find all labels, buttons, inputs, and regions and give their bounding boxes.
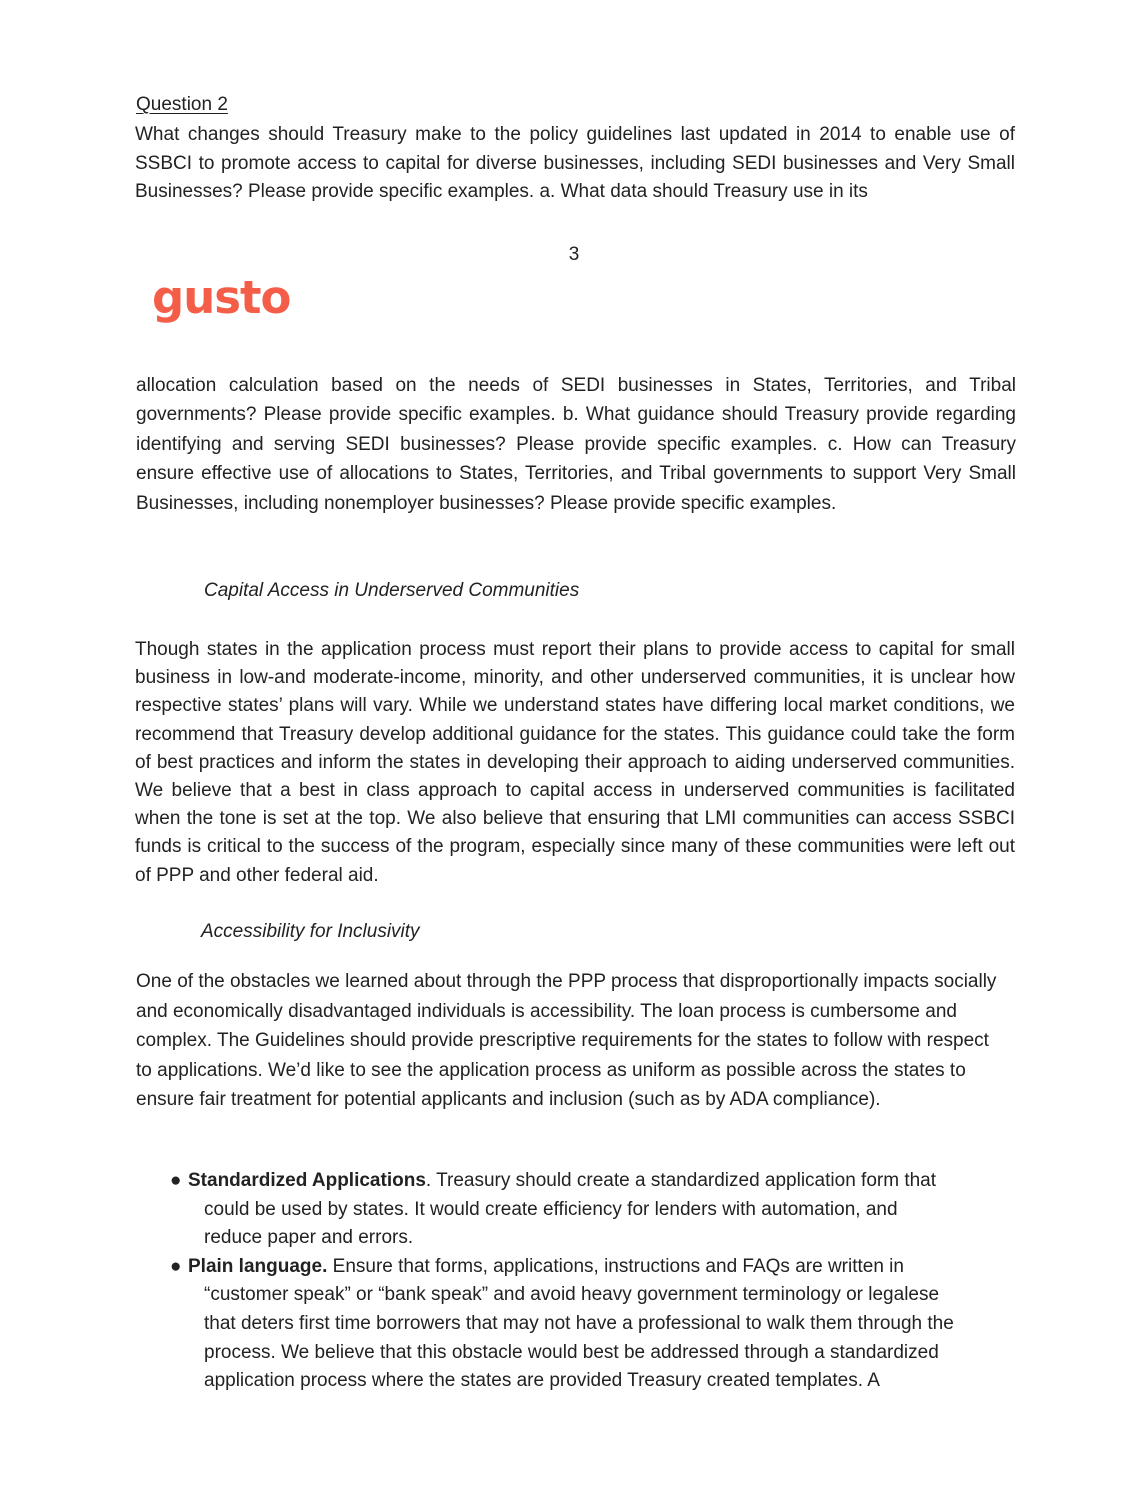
bullet-icon: ●	[170, 1255, 182, 1277]
bullet-text: reduce paper and errors.	[204, 1227, 414, 1249]
bullet-icon: ●	[170, 1170, 182, 1191]
section-body-accessibility: One of the obstacles we learned about through the PPP process that disproportionally impacts socially and economically disadvantaged individuals is accessibility. The loan process is cumbersome and complex. The Guidelines should provide prescriptive requirements for the states to follow with respect to applications. We’d like to see the application process as uniform as possible across the states to ensure fair treatment for potential applicants and inclusion (such as by ADA compliance).	[136, 971, 997, 1111]
question-body: What changes should Treasury make to the policy guidelines last updated in 2014 to enable use of SSBCI to promote access to capital for diverse businesses, including SEDI businesses and Very Small Businesses? Please provide specific examples. a. What data should Treasury use in its	[135, 124, 1015, 202]
list-item	[170, 1253, 1020, 1396]
bullet-text: . Treasury should create a standardized application form that	[425, 1170, 937, 1191]
bullet-text: Ensure that forms, applications, instructions and FAQs are written in	[327, 1255, 904, 1277]
bullet-text: “customer speak” or “bank speak” and avoid heavy government terminology or legalese	[204, 1284, 940, 1306]
bullet-text: could be used by states. It would create efficiency for lenders with automation, and	[204, 1198, 898, 1220]
section-body-capital-access: Though states in the application process must report their plans to provide access to capital for small business in low-and moderate-income, minority, and other underserved communities, it is unclear how respective states’ plans will vary. While we understand states have differing local market conditions, we recommend that Treasury develop additional guidance for the states. This guidance could take the form of best practices and inform the states in developing their approach to aiding underserved communities. We believe that a best in class approach to capital access in underserved communities is facilitated when the tone is set at the top. We also believe that ensuring that LMI communities can access SSBCI funds is critical to the success of the program, especially since many of these communities were left out of PPP and other federal aid.	[135, 639, 1015, 886]
question-continuation: allocation calculation based on the needs of SEDI businesses in States, Territories, and Tribal governments? Please provide specific examples. b. What guidance should Treasury provide regarding identifying and serving SEDI businesses? Please provide specific examples. c. How can Treasury ensure effective use of allocations to States, Territories, and Tribal governments to support Very Small Businesses, including nonemployer businesses? Please provide specific examples.	[136, 375, 1016, 514]
bullet-title: Standardized Applications	[188, 1170, 426, 1191]
bullet-text: process. We believe that this obstacle would best be addressed through a standardized	[204, 1341, 939, 1363]
bullet-text: that deters first time borrowers that may not have a professional to walk them through the	[204, 1312, 954, 1334]
recommendation-list	[170, 1167, 1020, 1396]
section-heading-capital-access: Capital Access in Underserved Communities	[204, 580, 580, 601]
list-item	[170, 1167, 1020, 1253]
bullet-text: application process where the states are provided Treasury created templates. A	[204, 1370, 880, 1392]
question-heading: Question 2	[136, 94, 228, 115]
gusto-logo: gusto	[152, 271, 291, 324]
section-heading-accessibility: Accessibility for Inclusivity	[201, 921, 420, 942]
bullet-title: Plain language.	[188, 1255, 328, 1277]
page-number: 3	[568, 244, 580, 265]
